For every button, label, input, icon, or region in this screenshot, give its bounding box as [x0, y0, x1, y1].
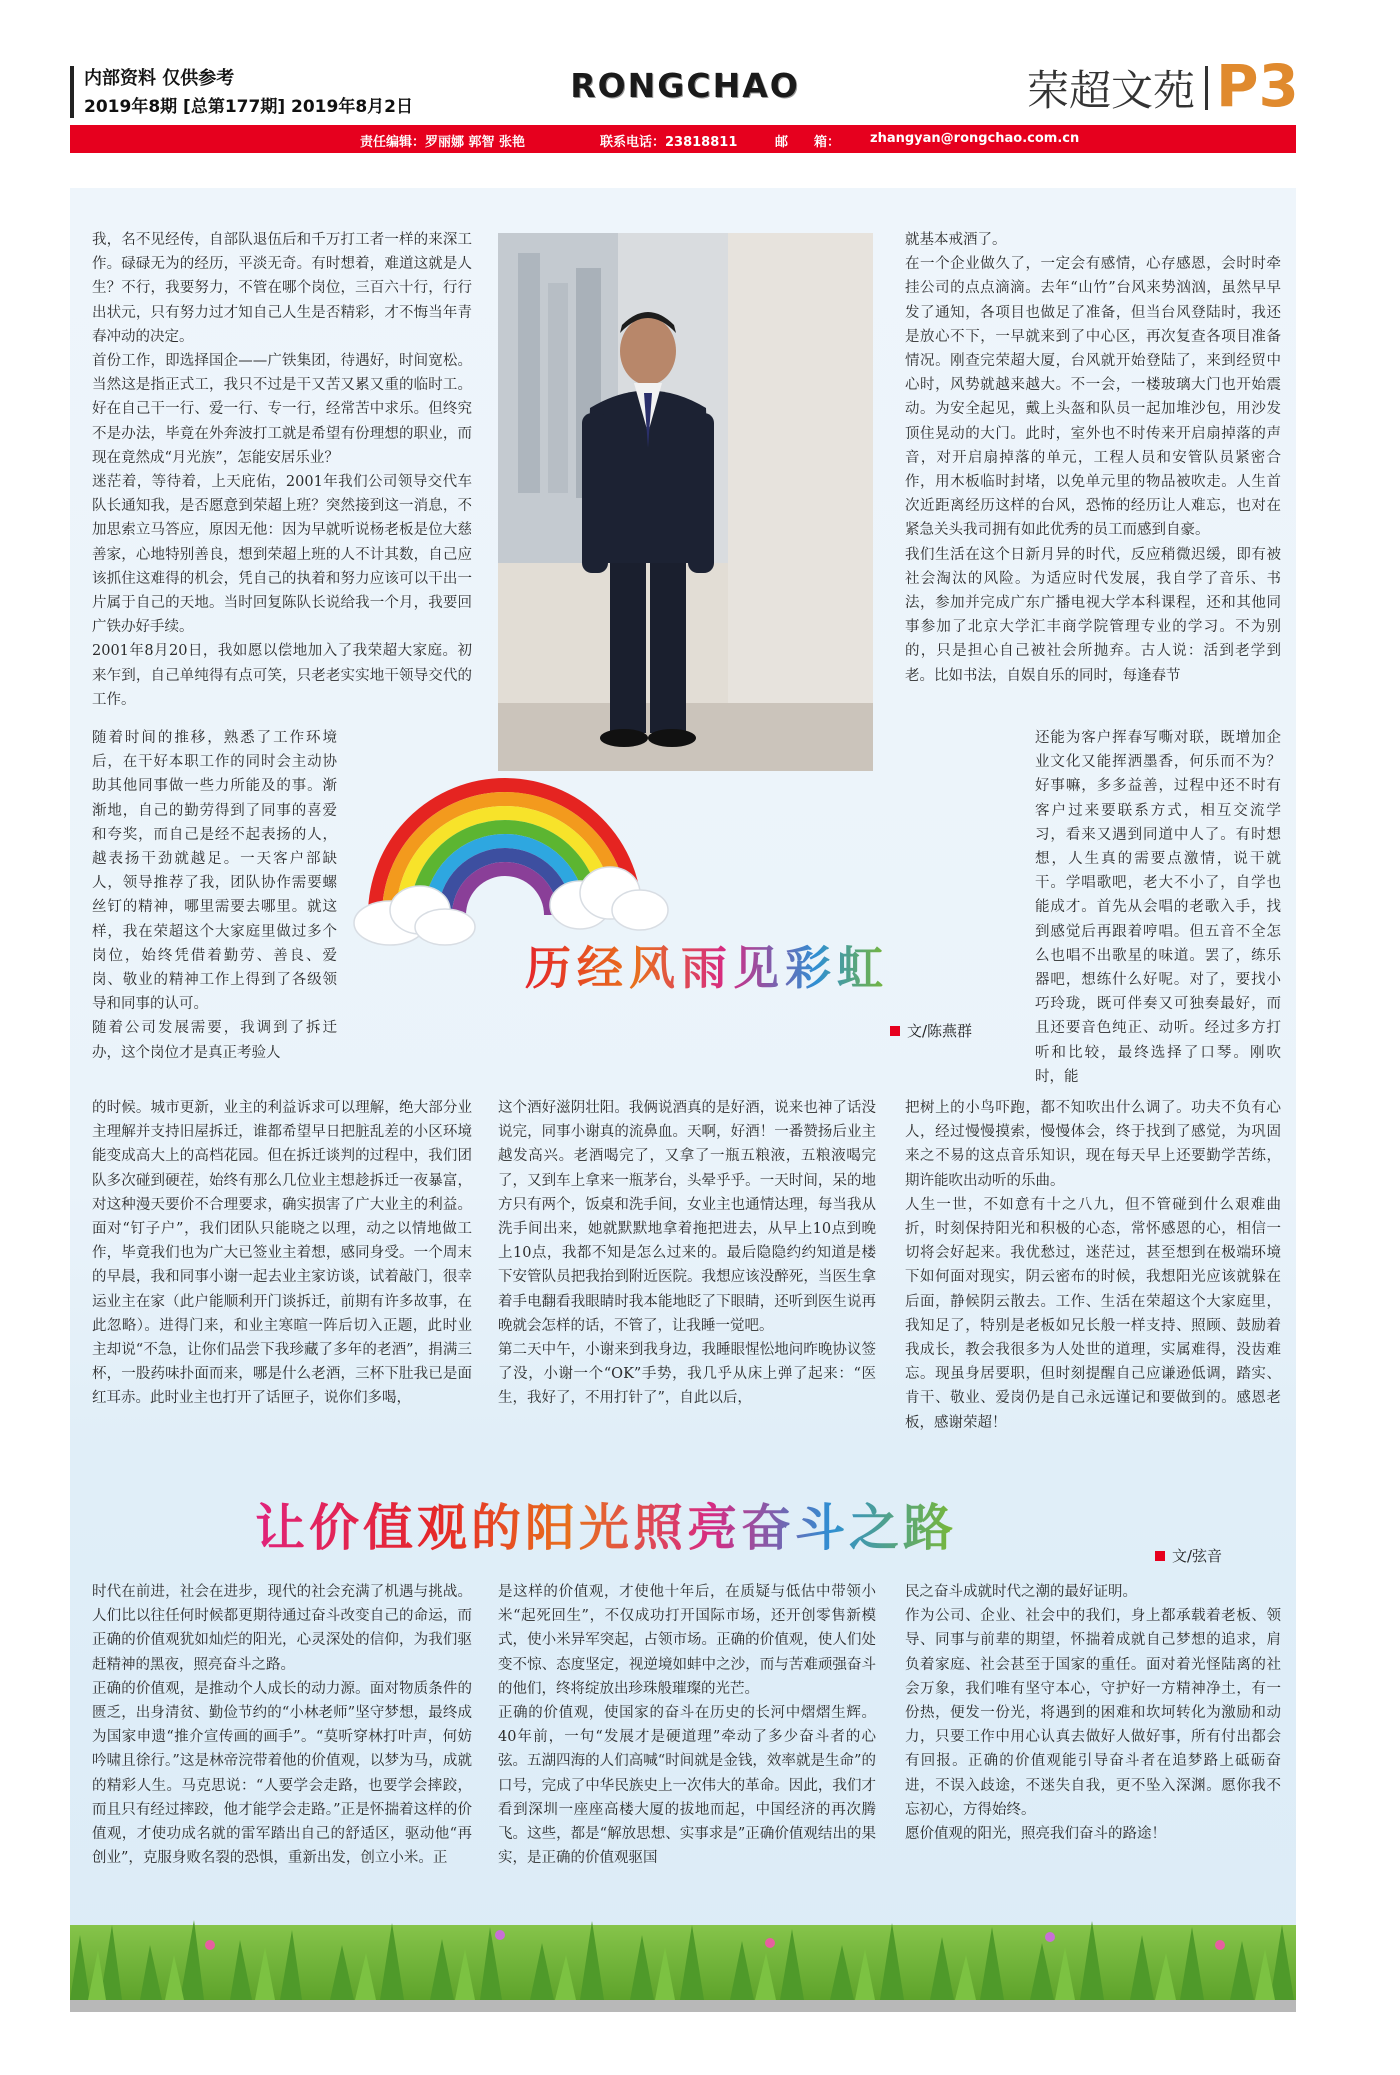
article1-author: 文/陈燕群	[907, 1022, 973, 1040]
article2-title	[255, 1488, 957, 1560]
article1-col1-bottom: 的时候。城市更新，业主的利益诉求可以理解，绝大部分业主理解并支持旧屋拆迁，谁都希望早日把脏乱差的小区环境能变成高大上的高档花园。但在拆迁谈判的过程中，我们团队多次碰到硬茬，始终有那么几位业主想趁拆迁一夜暴富，对这种漫天要价不合理要求，确实损害了广大业主的利益。面对“钉子户”，我们团队只能晓之以理，动之以情地做工作，毕竟我们也为广大已签业主着想，感同身受。一个周末的早晨，我和同事小谢一起去业主家访谈，试着敲门，很幸运业主在家（此户能顺利开门谈拆迁，前期有许多故事，在此忽略）。进得门来，和业主寒暄一阵后切入正题，此时业主却说“不急，让你们品尝下我珍藏了多年的老酒”，捐满三杯，一股药味扑面而来，哪是什么老酒，三杯下肚我已是面红耳赤。此时业主也打开了话匣子，说你们多喝，	[92, 1100, 472, 1407]
internal-notice: 内部资料 仅供参考	[84, 68, 235, 89]
grass-illustration	[70, 1905, 1296, 2000]
footer-bar	[70, 2000, 1296, 2012]
info-bar	[70, 125, 1296, 153]
phone-text: 联系电话：23818811	[600, 135, 738, 150]
article1-title	[525, 932, 889, 998]
byline-marker-icon	[890, 1026, 900, 1036]
email-text[interactable]: zhangyan@rongchao.com.cn	[870, 131, 1080, 146]
byline-marker-icon	[1155, 1551, 1165, 1561]
email-label: 邮 箱：	[775, 135, 841, 150]
section-title: 荣超文苑	[1026, 66, 1195, 115]
article1-col3-bottom: 把树上的小鸟吓跑，都不知吹出什么调了。功夫不负有心人，经过慢慢摸索，慢慢体会，终于找到了感觉，为巩固来之不易的这点音乐知识，现在每天早上还要勤学苦练，期许能吹出动听的乐曲。 人生一世，不如意有十之八九，但不管碰到什么艰难曲折，时刻保持阳光和积极的心态，常怀感恩的心，相信一切将会好起来。我优愁过，迷茫过，甚至想到在极端环境下如何面对现实，阴云密布的时候，我想阳光应该就躲在后面，静候阴云散去。工作、生活在荣超这个大家庭里，我知足了，特别是老板如兄长般一样支持、照顾、鼓励着我成长，教会我很多为人处世的道理，实属难得，没齿难忘。现虽身居要职，但时刻提醒自己应谦逊低调，踏实、肯干、敬业、爱岗仍是自己永远谨记和要做到的。感恩老板，感谢荣超！	[905, 1100, 1281, 1431]
article2-col3: 民之奋斗成就时代之潮的最好证明。 作为公司、企业、社会中的我们，身上都承载着老板、领导、同事与前辈的期望，怀揣着成就自己梦想的追求，肩负着家庭、社会甚至于国家的重任。面对着光怪陆离的社会万象，我们唯有坚守本心，守护好一方精神净土，有一份热，便发一份光，将遇到的困难和坎坷转化为激励和动力，只要工作中用心认真去做好人做好事，所有付出都会有回报。正确的价值观能引导奋斗者在追梦路上砥砺奋进，不误入歧途，不迷失自我，更不坠入深渊。愿你我不忘初心，方得始终。 愿价值观的阳光，照亮我们奋斗的路途！	[905, 1584, 1281, 1843]
article2-col2: 是这样的价值观，才使他十年后，在质疑与低估中带领小米“起死回生”，不仅成功打开国际市场，还开创零售新模式，使小米异军突起，占领市场。正确的价值观，使人们处变不惊、态度坚定，视逆境如蚌中之沙，而与苦难顽强奋斗的他们，终将绽放出珍珠般璀璨的光芒。 正确的价值观，使国家的奋斗在历史的长河中熠熠生辉。40年前，一句“发展才是硬道理”牵动了多少奋斗者的心弦。五湖四海的人们高喊“时间就是金钱，效率就是生命”的口号，完成了中华民族史上一次伟大的革命。因此，我们才看到深圳一座座高楼大厦的拔地而起，中国经济的再次腾飞。这些，都是“解放思想、实事求是”正确价值观结出的果实，是正确的价值观驱国	[498, 1584, 876, 1867]
article1-title-text: 历经风雨见彩虹	[525, 941, 889, 995]
brand-name: RONGCHAO	[570, 66, 800, 105]
article1-col3-narrow: 还能为客户挥春写嘶对联，既增加企业文化又能挥洒墨香，何乐而不为？好事嘛，多多益善，过程中还不时有客户过来要联系方式，相互交流学习，看来又遇到同道中人了。有时想想，人生真的需要点激情，说干就干。学唱歌吧，老大不小了，自学也能成才。首先从会唱的老歌入手，找到感觉后再跟着哼唱。但五音不全怎么也唱不出歌星的味道。罢了，练乐器吧，想练什么好呢。对了，要找小巧玲珑，既可伴奏又可独奏最好，而且还要音色纯正、动听。经过多方打听和比较，最终选择了口琴。刚吹时，能	[1035, 730, 1281, 1085]
article1-byline	[890, 1020, 972, 1041]
article1-col1-narrow: 随着时间的推移，熟悉了工作环境后，在干好本职工作的同时会主动协助其他同事做一些力所能及的事。渐渐地，自己的勤劳得到了同事的喜爱和夸奖，而自己是经不起表扬的人，越表扬干劲就越足。一天客户部缺人，领导推荐了我，团队协作需要螺丝钉的精神，哪里需要去哪里。就这样，我在荣超这个大家庭里做过多个岗位，始终凭借着勤劳、善良、爱岗、敬业的精神工作上得到了各级领导和同事的认可。 随着公司发展需要，我调到了拆迁办，这个岗位才是真正考验人	[92, 730, 337, 1061]
article1-col3: 就基本戒酒了。 在一个企业做久了，一定会有感情，心存感恩，会时时牵挂公司的点点滴滴。去年“山竹”台风来势汹汹，虽然早早发了通知，各项目也做足了准备，但当台风登陆时，我还是放心不下，一早就来到了中心区，再次复查各项目准备情况。刚查完荣超大厦，台风就开始登陆了，来到经贸中心时，风势就越来越大。不一会，一楼玻璃大门也开始震动。为安全起见，戴上头盔和队员一起加堆沙包，用沙发顶住晃动的大门。此时，室外也不时传来开启扇掉落的声音，对开启扇掉落的单元，工程人员和安管队员紧密合作，用木板临时封堵，以免单元里的物品被吹走。人生首次近距离经历这样的台风，恐怖的经历让人难忘，也对在紧急关头我司拥有如此优秀的员工而感到自豪。 我们生活在这个日新月异的时代，反应稍微迟缓，即有被社会淘汰的风险。为适应时代发展，我自学了音乐、书法，参加并完成广东广播电视大学本科课程，还和其他同事参加了北京大学汇丰商学院管理专业的学习。不为别的，只是担心自己被社会所抛弃。古人说：活到老学到老。比如书法，自娱自乐的同时，每逢春节	[905, 232, 1281, 684]
issue-info: 2019年8期 [总第177期] 2019年8月2日	[84, 97, 413, 117]
article2-author: 文/弦音	[1172, 1547, 1223, 1565]
photo-illustration	[498, 233, 873, 771]
section-divider	[1205, 66, 1208, 110]
page-number: P3	[1216, 52, 1299, 120]
editors-text: 责任编辑：罗丽娜 郭智 张艳	[360, 135, 526, 150]
author-photo	[498, 233, 873, 771]
rainbow-illustration	[345, 745, 675, 950]
article1-col2-bottom: 这个酒好滋阴壮阳。我俩说酒真的是好酒，说来也神了话没说完，同事小谢真的流鼻血。天啊，好酒！一番赞扬后业主越发高兴。老酒喝完了，又拿了一瓶五粮液，五粮液喝完了，又到车上拿来一瓶茅台，头晕乎乎。一天时间，呆的地方只有两个，饭桌和洗手间，女业主也通情达理，每当我从洗手间出来，她就默默地拿着拖把进去，从早上10点到晚上10点，我都不知是怎么过来的。最后隐隐约约知道是楼下安管队员把我抬到附近医院。我想应该没醉死，当医生拿着手电翻看我眼睛时我本能地眨了下眼睛，还听到医生说再晚就会怎样的话，不管了，让我睡一觉吧。 第二天中午，小谢来到我身边，我睡眼惺忪地问昨晚协议签了没，小谢一个“OK”手势，我几乎从床上弹了起来：“医生，我好了，不用打针了”，自此以后，	[498, 1100, 876, 1407]
article2-col1: 时代在前进，社会在进步，现代的社会充满了机遇与挑战。人们比以往任何时候都更期待通过奋斗改变自己的命运，而正确的价值观犹如灿烂的阳光，心灵深处的信仰，为我们驱赶精神的黑夜，照亮奋斗之路。 正确的价值观，是推动个人成长的动力源。面对物质条件的匮乏，出身清贫、勤俭节约的“小林老师”坚守梦想，最终成为国家申遗“推介宣传画的画手”。“莫听穿林打叶声，何妨吟啸且徐行。”这是林帝浣带着他的价值观，以梦为马，成就的精彩人生。马克思说：“人要学会走路，也要学会摔跤，而且只有经过摔跤，他才能学会走路。”正是怀揣着这样的价值观，才使功成名就的雷军踏出自己的舒适区，驱动他“再创业”，克服身败名裂的恐惧，重新出发，创立小米。正	[92, 1584, 472, 1867]
article2-title-text: 让价值观的阳光照亮奋斗之路	[255, 1498, 957, 1557]
article2-byline	[1155, 1545, 1222, 1566]
masthead-divider	[70, 66, 74, 118]
article1-col1: 我，名不见经传，自部队退伍后和千万打工者一样的来深工作。碌碌无为的经历，平淡无奇。有时想着，难道这就是人生？不行，我要努力，不管在哪个岗位，三百六十行，行行出状元，只有努力过才知自己人生是否精彩，才不悔当年青春冲动的决定。 首份工作，即选择国企——广铁集团，待遇好，时间宽松。当然这是指正式工，我只不过是干又苦又累又重的临时工。好在自己干一行、爱一行、专一行，经常苦中求乐。但终究不是办法，毕竟在外奔波打工就是希望有份理想的职业，而现在竟然成“月光族”，怎能安居乐业？ 迷茫着，等待着，上天庇佑，2001年我们公司领导交代车队长通知我，是否愿意到荣超上班？突然接到这一消息，不加思索立马答应，原因无他：因为早就听说杨老板是位大慈善家，心地特别善良，想到荣超上班的人不计其数，自己应该抓住这难得的机会，凭自己的执着和努力应该可以干出一片属于自己的天地。当时回复陈队长说给我一个月，我要回广铁办好手续。 2001年8月20日，我如愿以偿地加入了我荣超大家庭。初来乍到，自己单纯得有点可笑，只老老实实地干领导交代的工作。	[92, 232, 472, 708]
